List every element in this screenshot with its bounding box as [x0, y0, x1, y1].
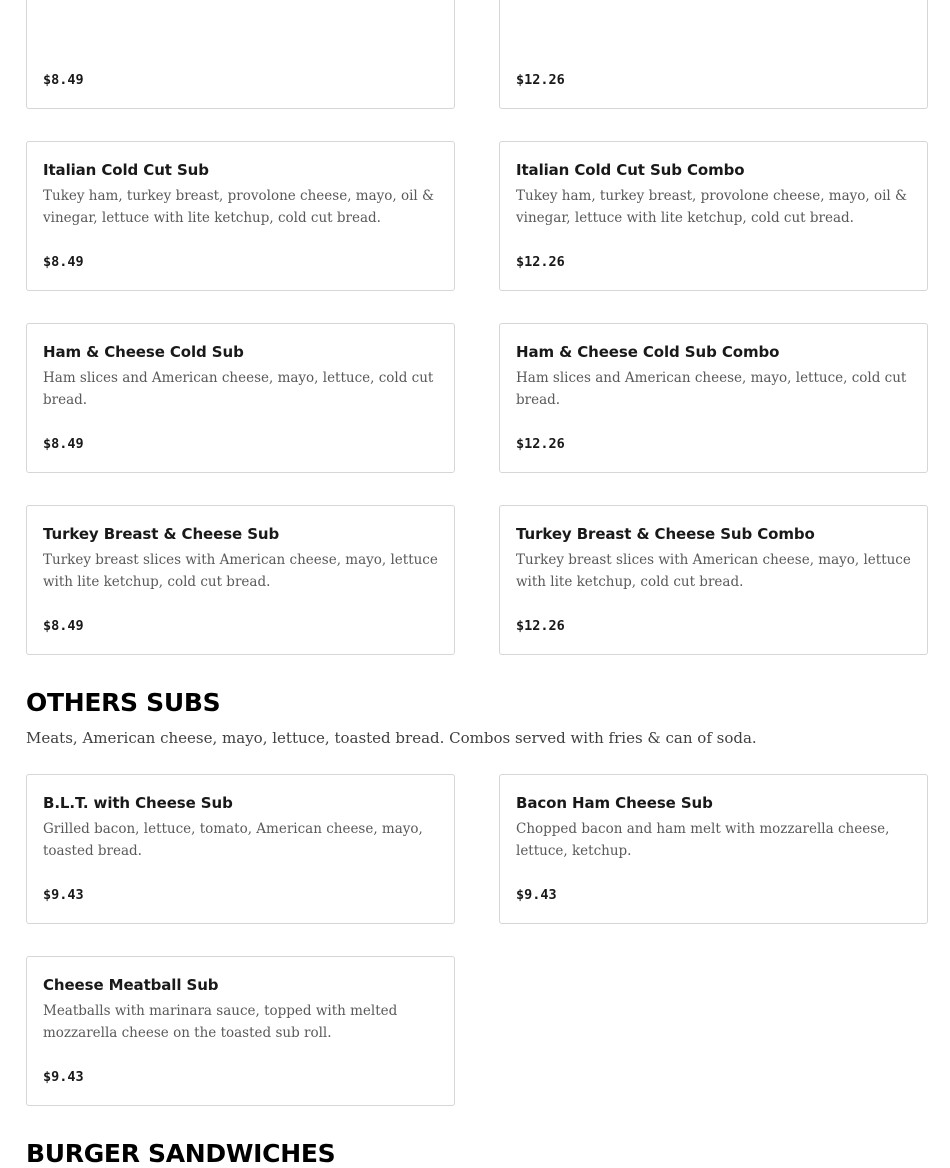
section-title: BURGER SANDWICHES — [26, 1139, 336, 1168]
item-price: $8.49 — [43, 436, 84, 452]
item-price: $12.26 — [516, 72, 565, 88]
menu-item-card[interactable] — [499, 505, 928, 655]
item-price: $12.26 — [516, 436, 565, 452]
item-description: Meatballs with marinara sauce, topped with melted mozzarella cheese on the toasted sub roll. — [43, 1003, 398, 1041]
item-price: $9.43 — [43, 887, 84, 903]
menu-item-card[interactable] — [499, 774, 928, 924]
item-price: $8.49 — [43, 72, 84, 88]
item-name: Italian Cold Cut Sub — [43, 161, 209, 179]
item-description: Tukey ham, turkey breast, provolone cheese, mayo, oil & vinegar, lettuce with lite ketchup, cold cut bread. — [516, 188, 908, 226]
item-name: Cheese Meatball Sub — [43, 976, 219, 994]
menu-item-card[interactable] — [26, 0, 455, 109]
others-subs-grid — [26, 774, 928, 1106]
item-name: Turkey Breast & Cheese Sub Combo — [516, 525, 815, 543]
item-name: Turkey Breast & Cheese Sub — [43, 525, 280, 543]
section-description: Meats, American cheese, mayo, lettuce, toasted bread. Combos served with fries & can of soda. — [26, 729, 757, 747]
menu-item-card[interactable] — [26, 956, 455, 1106]
item-name: Bacon Ham Cheese Sub — [516, 794, 713, 812]
menu-item-card[interactable] — [499, 323, 928, 473]
menu-item-card[interactable] — [26, 141, 455, 291]
item-name: Ham & Cheese Cold Sub — [43, 343, 244, 361]
item-price: $8.49 — [43, 618, 84, 634]
item-price: $12.26 — [516, 618, 565, 634]
item-price: $12.26 — [516, 254, 565, 270]
section-title: OTHERS SUBS — [26, 688, 221, 717]
item-price: $8.49 — [43, 254, 84, 270]
menu-item-card[interactable] — [26, 774, 455, 924]
menu-item-card[interactable] — [499, 141, 928, 291]
item-name: Ham & Cheese Cold Sub Combo — [516, 343, 780, 361]
item-description: Ham slices and American cheese, mayo, lettuce, cold cut bread. — [43, 370, 434, 408]
item-description: Grilled bacon, lettuce, tomato, American cheese, mayo, toasted bread. — [43, 821, 423, 859]
others-subs-section — [0, 689, 950, 1106]
item-name: Italian Cold Cut Sub Combo — [516, 161, 745, 179]
menu-item-card[interactable] — [499, 0, 928, 109]
item-description: Chopped bacon and ham melt with mozzarella cheese, lettuce, ketchup. — [516, 821, 890, 859]
item-price: $9.43 — [43, 1069, 84, 1085]
burger-sandwiches-section — [0, 1140, 950, 1168]
item-price: $9.43 — [516, 887, 557, 903]
menu-item-card[interactable] — [26, 323, 455, 473]
item-description: Ham slices and American cheese, mayo, lettuce, cold cut bread. — [516, 370, 907, 408]
item-description: Turkey breast slices with American cheese, mayo, lettuce with lite ketchup, cold cut bread. — [516, 552, 911, 590]
item-description: Turkey breast slices with American cheese, mayo, lettuce with lite ketchup, cold cut bread. — [43, 552, 438, 590]
item-description: Tukey ham, turkey breast, provolone cheese, mayo, oil & vinegar, lettuce with lite ketchup, cold cut bread. — [43, 188, 435, 226]
menu-item-card[interactable] — [26, 505, 455, 655]
item-name: B.L.T. with Cheese Sub — [43, 794, 233, 812]
cold-subs-grid — [26, 0, 928, 655]
